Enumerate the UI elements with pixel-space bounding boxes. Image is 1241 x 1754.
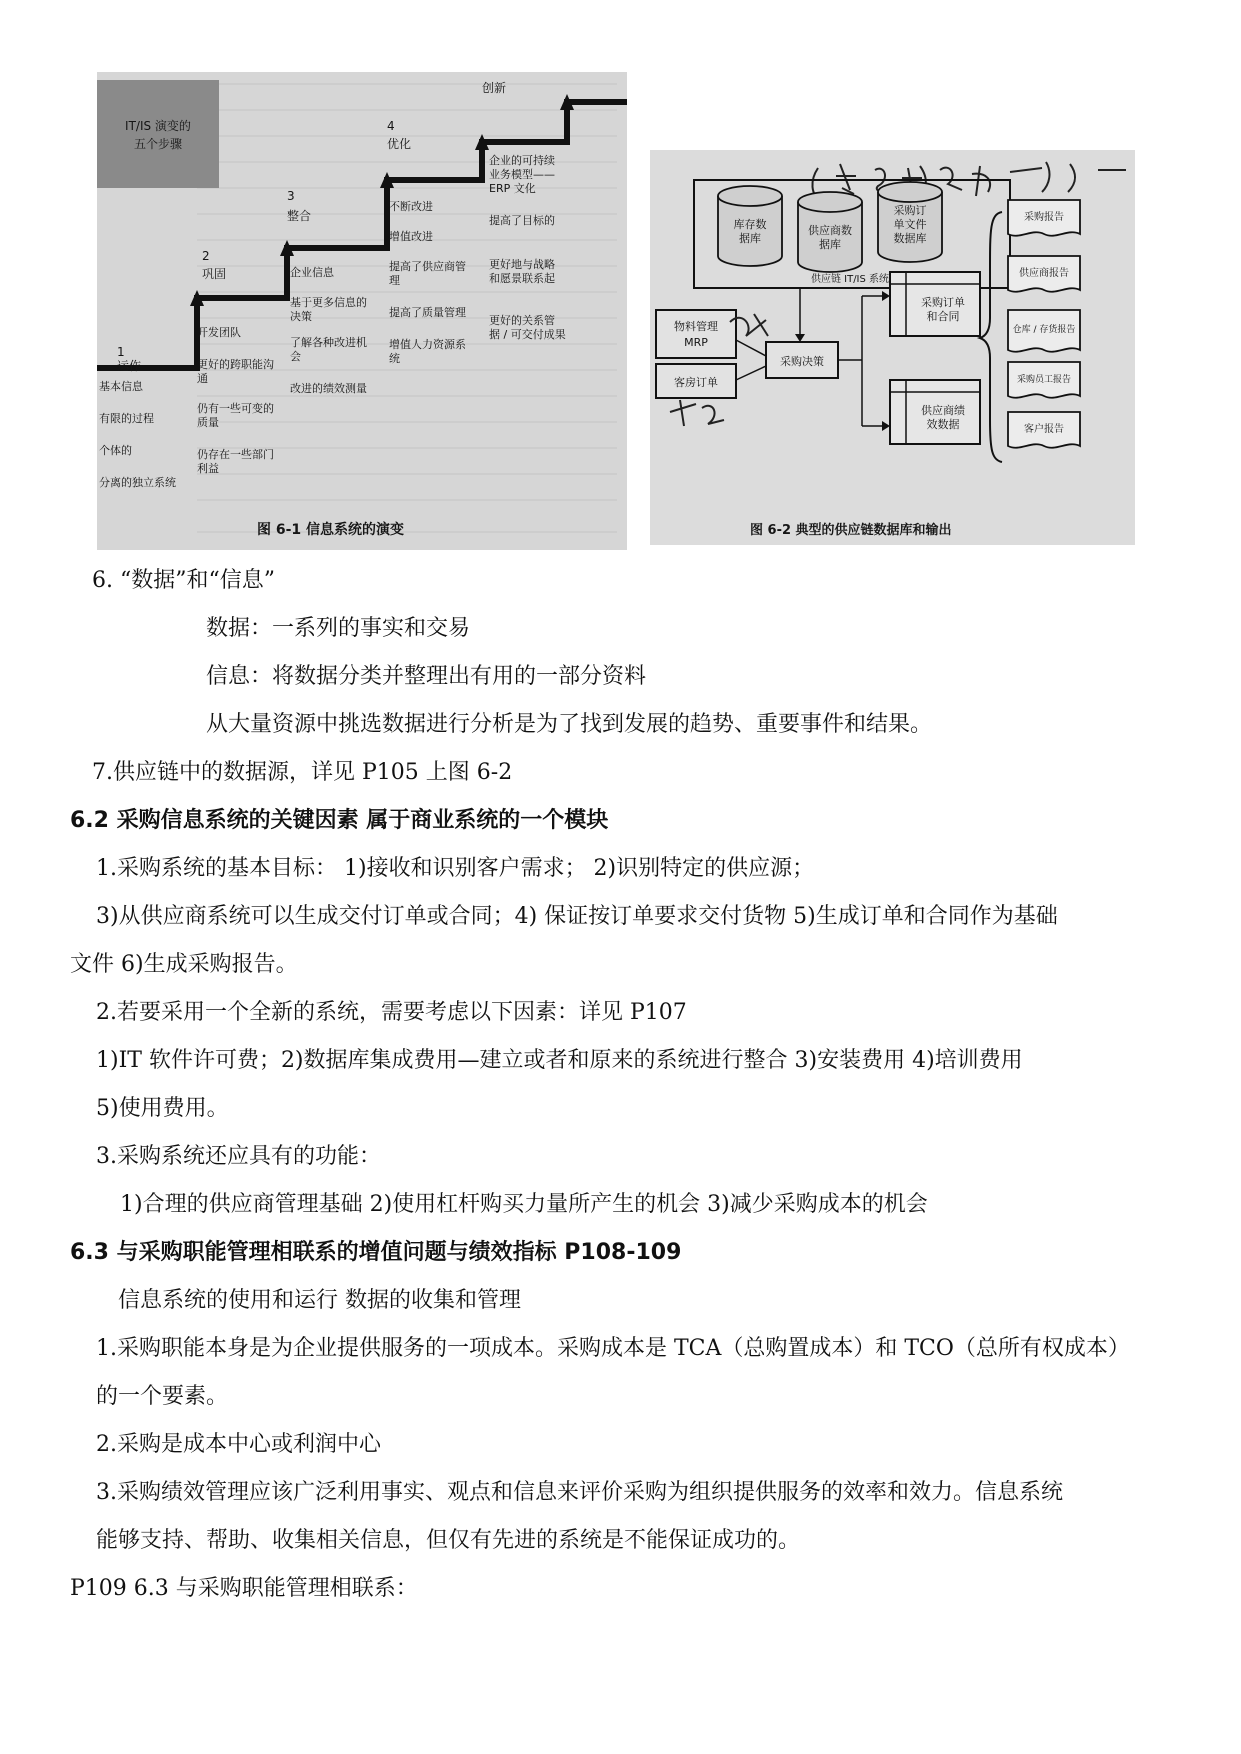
figure-6-1-caption: 图 6-1 信息系统的演变 [257,522,405,538]
report-label: 仓库 / 存货报告 [1012,325,1076,335]
text-line: 文件 6)生成采购报告。 [70,952,298,977]
text-line: 的一个要素。 [96,1384,229,1409]
step-4-item: 理 [389,274,400,287]
step-5-item: 业务模型—— [489,168,555,181]
report-label: 供应商报告 [1019,268,1069,279]
text-line: 1.采购职能本身是为企业提供服务的一项成本。采购成本是 TCA（总购置成本）和 TCO（总所有权成本） [96,1336,1130,1361]
text-line: P109 6.3 与采购职能管理相联系： [70,1576,418,1601]
step-3-item: 改进的绩效测量 [290,382,367,395]
step-2-item: 质量 [197,416,219,429]
text-line: 1)IT 软件许可费；2)数据库集成费用—建立或者和原来的系统进行整合 3)安装费用 4)培训费用 [96,1048,1023,1073]
step-2-item: 通 [197,372,208,385]
report-label: 采购员工报告 [1016,375,1072,385]
step-3-item: 基于更多信息的 [290,296,367,309]
step-5-item: 据 / 可交付成果 [489,328,566,341]
figure-title-line1: IT/IS 演变的 [125,119,191,133]
step-2-item: 开发团队 [197,326,241,339]
input-label: 物料管理 [674,320,718,333]
step-4-item: 增值改进 [389,230,433,243]
mrp-input-box [656,310,736,358]
text-line: 能够支持、帮助、收集相关信息，但仅有先进的系统是不能保证成功的。 [96,1528,801,1553]
step-3-number: 3 [287,189,295,203]
report-label: 客户报告 [1024,424,1064,435]
step-1-number: 1 [117,345,125,359]
step-3-item: 了解各种改进机 [290,336,367,349]
figure-6-2-caption: 图 6-2 典型的供应链数据库和输出 [750,523,952,538]
input-label: 客房订单 [674,376,718,389]
step-2-item: 仍存在一些部门 [197,448,274,461]
step-2-number: 2 [202,249,210,263]
step-2-label: 巩固 [202,267,227,281]
step-3-label: 整合 [287,209,312,223]
text-line: 2.采购是成本中心或利润中心 [96,1432,381,1457]
step-4-item: 不断改进 [389,200,433,213]
decision-label: 采购决策 [780,355,824,368]
text-line: 3)从供应商系统可以生成交付订单或合同；4) 保证按订单要求交付货物 5)生成订单和合同作为基础 [96,904,1058,929]
text-line: 1)合理的供应商管理基础 2)使用杠杆购买力量所产生的机会 3)减少采购成本的机会 [120,1192,928,1217]
db-label: 库存数 [733,218,767,231]
text-line: 2.若要采用一个全新的系统，需要考虑以下因素：详见 P107 [96,1000,687,1025]
output-label: 效数据 [926,418,960,431]
step-4-label: 优化 [387,137,412,151]
text-line: 3.采购系统还应具有的功能： [96,1144,381,1169]
section-heading-6-3: 6.3 与采购职能管理相联系的增值问题与绩效指标 P108-109 [70,1240,682,1265]
step-2-item: 更好的跨职能沟 [197,358,274,371]
text-line: 从大量资源中挑选数据进行分析是为了找到发展的趋势、重要事件和结果。 [206,712,933,737]
text-line: 7.供应链中的数据源，详见 P105 上图 6-2 [92,760,513,785]
step-5-item: 和愿景联系起 [489,272,555,285]
figure-title-box [97,80,219,188]
figure-title-line2: 五个步骤 [133,137,183,151]
step-5-item: 更好地与战略 [489,258,555,271]
text-line: 数据：一系列的事实和交易 [206,616,471,641]
step-5-item: ERP 文化 [489,182,536,195]
step-1-item: 有限的过程 [99,412,154,425]
db-label: 据库 [739,232,761,245]
step-5-item: 提高了目标的 [489,214,555,227]
text-line: 6. “数据”和“信息” [92,568,275,593]
text-line: 信息：将数据分类并整理出有用的一部分资料 [206,664,647,689]
step-5-item: 企业的可持续 [489,154,555,167]
step-1-label: 运作 [117,359,142,373]
handwriting-note: 计划 [734,330,736,331]
output-label: 和合同 [926,310,960,323]
db-label: 采购订 [893,204,927,217]
step-4-number: 4 [387,119,395,133]
step-5-label: 创新 [482,81,507,95]
output-label: 供应商绩 [921,404,965,417]
text-line: 5)使用费用。 [96,1096,229,1121]
input-label: MRP [684,336,708,349]
section-heading-6-2: 6.2 采购信息系统的关键因素 属于商业系统的一个模块 [70,808,609,833]
handwriting-note: 指导 [680,420,682,421]
text-line: 信息系统的使用和运行 数据的收集和管理 [118,1288,521,1313]
figure-6-2-scan [650,150,1135,545]
step-1-item: 分离的独立系统 [99,476,176,489]
step-3-item: 企业信息 [290,266,334,279]
step-4-item: 增值人力资源系 [389,338,466,351]
step-4-item: 提高了质量管理 [389,306,466,319]
step-4-item: 提高了供应商管 [389,260,466,273]
step-2-item: 仍有一些可变的 [197,402,274,415]
system-label: 供应链 IT/IS 系统 [810,274,890,285]
db-label: 数据库 [893,232,927,245]
step-4-item: 统 [389,352,400,365]
step-3-item: 会 [290,350,301,363]
text-line: 3.采购绩效管理应该广泛利用事实、观点和信息来评价采购为组织提供服务的效率和效力。信息系统 [96,1480,1063,1505]
db-label: 供应商数 [808,224,852,237]
report-brace [980,212,1002,462]
figure-6-1-scan [97,72,627,550]
report-label: 采购报告 [1024,212,1064,223]
handwritten-scribble-top [812,162,1126,202]
step-1-item: 基本信息 [99,380,143,393]
step-2-item: 利益 [197,462,219,475]
db-label: 单文件 [893,218,927,231]
db-label: 据库 [819,238,841,251]
text-line: 1.采购系统的基本目标： 1)接收和识别客户需求； 2)识别特定的供应源； [96,856,815,881]
step-5-item: 更好的关系管 [489,314,555,327]
step-1-item: 个体的 [99,444,132,457]
step-3-item: 决策 [290,310,312,323]
output-label: 采购订单 [921,296,965,309]
